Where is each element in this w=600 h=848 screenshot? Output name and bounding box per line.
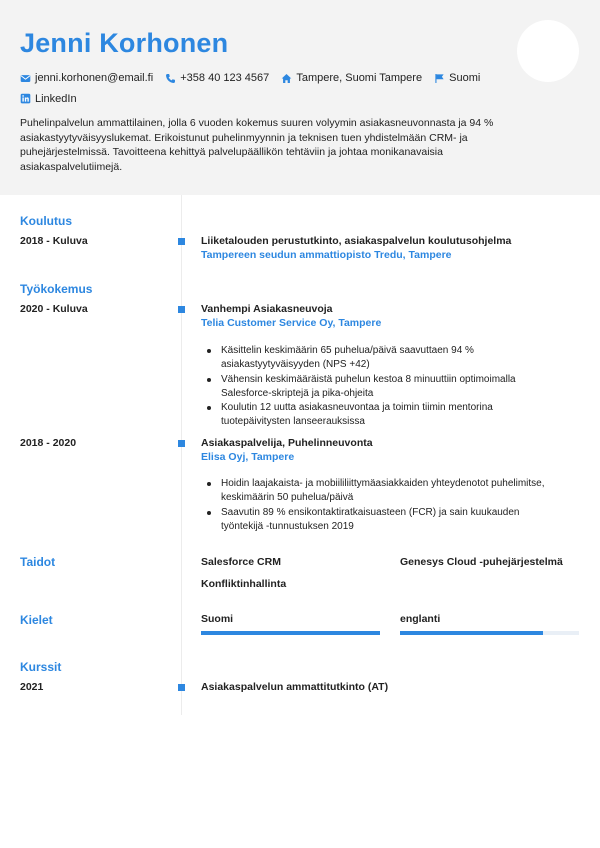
experience-date: 2020 - Kuluva xyxy=(20,303,88,315)
list-item: Käsittelin keskimäärin 65 puhelua/päivä saavuttaen 94 % asiakastyytyväisyyden (NPS +42) xyxy=(205,344,545,373)
timeline-marker xyxy=(178,440,185,447)
flag-icon xyxy=(434,73,445,84)
phone-icon xyxy=(165,73,176,84)
course-name: Asiakaspalvelun ammattitutkinto (AT) xyxy=(201,681,389,693)
skill-item: Genesys Cloud -puhejärjestelmä xyxy=(400,556,563,568)
experience-role: Asiakaspalvelija, Puhelinneuvonta xyxy=(201,437,373,449)
experience-company: Elisa Oyj, Tampere xyxy=(201,451,295,463)
timeline-marker xyxy=(178,238,185,245)
contact-linkedin[interactable] xyxy=(20,90,77,108)
section-title-skills: Taidot xyxy=(20,555,56,569)
language-name: Suomi xyxy=(201,613,234,625)
home-icon xyxy=(281,73,292,84)
section-title-experience: Työkokemus xyxy=(20,282,93,296)
language-name: englanti xyxy=(400,613,441,625)
linkedin-icon xyxy=(20,93,31,104)
timeline-divider xyxy=(181,195,182,715)
education-degree: Liiketalouden perustutkinto, asiakaspalvelun koulutusohjelma xyxy=(201,235,512,247)
experience-role: Vanhempi Asiakasneuvoja xyxy=(201,303,333,315)
contact-location xyxy=(281,69,422,87)
experience-achievements xyxy=(205,344,545,430)
person-name: Jenni Korhonen xyxy=(20,28,229,58)
language-level-bar xyxy=(400,631,579,635)
experience-company: Telia Customer Service Oy, Tampere xyxy=(201,317,382,329)
education-school: Tampereen seudun ammattiopisto Tredu, Tampere xyxy=(201,249,452,261)
language-level-fill xyxy=(400,631,543,635)
language-level-bar xyxy=(201,631,380,635)
education-date: 2018 - Kuluva xyxy=(20,235,88,247)
list-item: Vähensin keskimääräistä puhelun kestoa 8 minuuttiin optimoimalla Salesforce-skriptejä ja pika-ohjeita xyxy=(205,373,545,402)
section-title-education: Koulutus xyxy=(20,214,72,228)
list-item: Koulutin 12 uutta asiakasneuvontaa ja toimin tiimin mentorina tuotepäivitysten lanseerauksissa xyxy=(205,401,545,430)
location-text: Tampere, Suomi Tampere xyxy=(296,72,423,84)
contact-phone[interactable] xyxy=(165,69,269,87)
skill-item: Konfliktinhallinta xyxy=(201,578,287,590)
skill-item: Salesforce CRM xyxy=(201,556,281,568)
timeline-marker xyxy=(178,684,185,691)
nationality-text: Suomi xyxy=(449,72,481,84)
section-title-languages: Kielet xyxy=(20,613,53,627)
timeline-marker xyxy=(178,306,185,313)
list-item: Saavutin 89 % ensikontaktiratkaisuasteen (FCR) ja sain kuukauden työntekijä -tunnustuksen 2019 xyxy=(205,506,545,535)
contact-info xyxy=(20,69,560,110)
envelope-icon xyxy=(20,73,31,84)
language-level-fill xyxy=(201,631,380,635)
phone-text: +358 40 123 4567 xyxy=(180,72,270,84)
contact-nationality xyxy=(434,69,480,87)
linkedin-text: LinkedIn xyxy=(35,92,77,105)
contact-email[interactable] xyxy=(20,69,153,87)
section-title-courses: Kurssit xyxy=(20,660,62,674)
experience-date: 2018 - 2020 xyxy=(20,437,77,449)
course-date: 2021 xyxy=(20,681,44,693)
profile-summary: Puhelinpalvelun ammattilainen, jolla 6 vuoden kokemus suuren volyymin asiakasneuvonnasta ja 94 % asiakastyytyväisyyslukemat. Erikoistunut puhelinmyynnin ja teknisen tuen yhdistelmään CRM- ja puhejärjestelmissä. Tavoitteena kehittyä palvelupäällikön tehtäviin ja johtaa monikanavaisia asiakaspalvelutiimejä. xyxy=(20,117,494,174)
email-text: jenni.korhonen@email.fi xyxy=(35,72,154,84)
list-item: Hoidin laajakaista- ja mobiililiittymäasiakkaiden yhteydenotot puhelimitse, keskimäärin 50 puhelua/päivä xyxy=(205,477,545,506)
experience-achievements xyxy=(205,477,545,534)
